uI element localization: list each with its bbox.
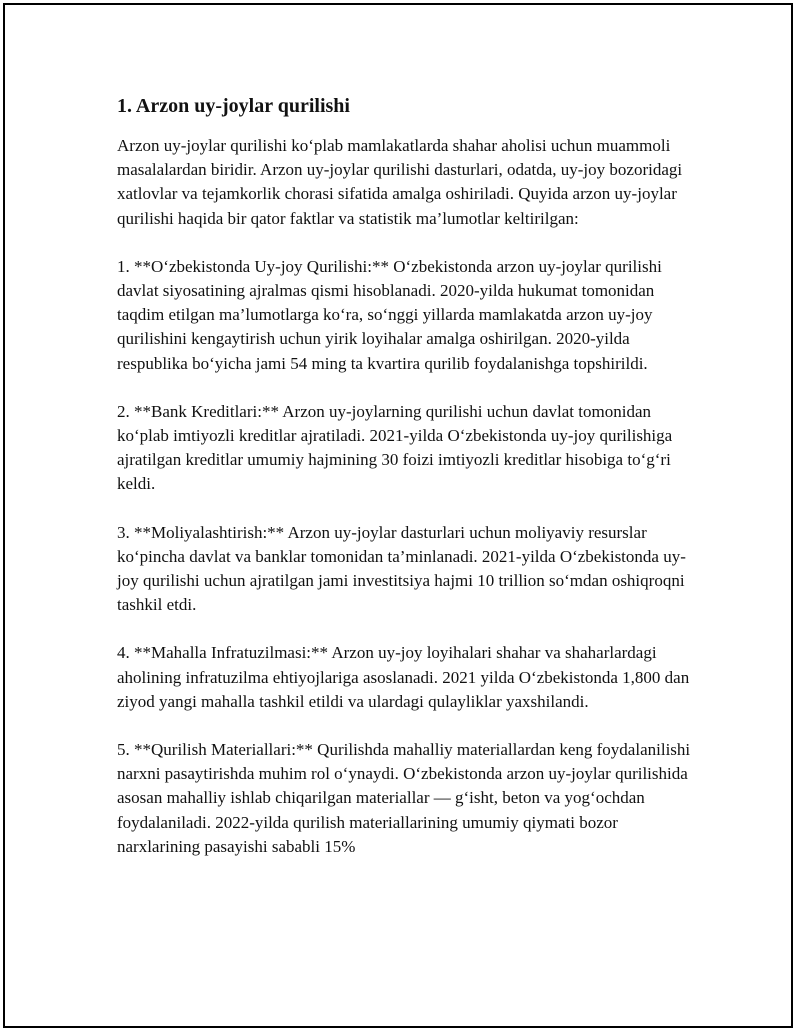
- fact-paragraph-bank-credits: 2. **Bank Kreditlari:** Arzon uy-joylarning qurilishi uchun davlat tomonidan ko‘plab imtiyozli kreditlar ajratiladi. 2021-yilda O‘zbekistonda uy-joy qurilishiga ajratilgan kreditlar umumiy hajmining 30 foizi imtiyozli kreditlar hisobiga to‘g‘ri keldi.: [117, 401, 673, 494]
- document-title: 1. Arzon uy-joylar qurilishi: [117, 95, 350, 117]
- intro-paragraph: Arzon uy-joylar qurilishi ko‘plab mamlakatlarda shahar aholisi uchun muammoli masalalardan biridir. Arzon uy-joylar qurilishi dasturlari, odatda, uy-joy bozoridagi xatlovlar va tejamkorlik chorasi sifatida amalga oshiriladi. Quyida arzon uy-joylar qurilishi haqida bir qator faktlar va statistik ma’lumotlar keltirilgan:: [117, 136, 683, 228]
- document-body: [117, 92, 692, 883]
- fact-paragraph-construction-materials: 5. **Qurilish Materiallari:** Qurilishda mahalliy materiallardan keng foydalanilishi narxni pasaytirishda muhim rol o‘ynaydi. O‘zbekistonda arzon uy-joylar qurilishida asosan mahalliy ishlab chiqarilgan materiallar — g‘isht, beton va yog‘ochdan foydalaniladi. 2022-yilda qurilish materiallarining umumiy qiymati bozor narxlarining pasayishi sababli 15%: [117, 740, 691, 856]
- fact-paragraph-financing: 3. **Moliyalashtirish:** Arzon uy-joylar dasturlari uchun moliyaviy resurslar ko‘pincha davlat va banklar tomonidan ta’minlanadi. 2021-yilda O‘zbekistonda uy-joy qurilishi uchun ajratilgan jami investitsiya hajmi 10 trillion so‘mdan oshiqroqni tashkil etdi.: [117, 522, 686, 615]
- fact-paragraph-housing: 1. **O‘zbekistonda Uy-joy Qurilishi:** O‘zbekistonda arzon uy-joylar qurilishi davlat siyosatining ajralmas qismi hisoblanadi. 2020-yilda hukumat tomonidan taqdim etilgan ma’lumotlarga ko‘ra, so‘nggi yillarda mamlakatda arzon uy-joy qurilishini kengaytirish uchun yirik loyihalar amalga oshirilgan. 2020-yilda respublika bo‘yicha jami 54 ming ta kvartira qurilib foydalanishga topshirildi.: [117, 256, 662, 373]
- fact-paragraph-mahalla-infrastructure: 4. **Mahalla Infratuzilmasi:** Arzon uy-joy loyihalari shahar va shaharlardagi aholining infratuzilma ehtiyojlariga asoslanadi. 2021 yilda O‘zbekistonda 1,800 dan ziyod yangi mahalla tashkil etildi va ulardagi qulayliklar yaxshilandi.: [117, 643, 690, 711]
